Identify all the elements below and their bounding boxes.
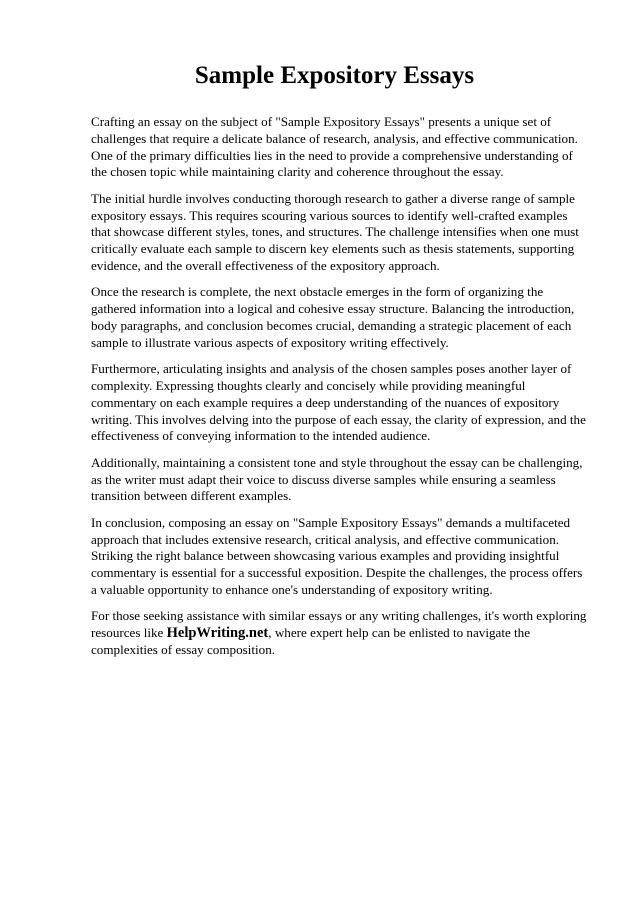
paragraph-3: Once the research is complete, the next obstacle emerges in the form of organizing the gathered information into a logical and cohesive essay structure. Balancing the introduction, body paragraphs, and conclusion becomes crucial, demanding a strategic placement of each sample to illustrate various aspects of expository writing effectively. (91, 284, 575, 350)
paragraph-1: Crafting an essay on the subject of "Sample Expository Essays" presents a unique set of challenges that require a delicate balance of research, analysis, and effective communication. One of the primary difficulties lies in the need to provide a comprehensive understanding of the chosen topic while maintaining clarity and coherence throughout the essay. (91, 114, 578, 180)
paragraph-7-tail-text: , where expert help can be enlisted to navigate the complexities of essay composition. (91, 625, 531, 657)
paragraph-6: In conclusion, composing an essay on "Sample Expository Essays" demands a multifaceted approach that includes extensive research, critical analysis, and effective communication. Striking the right balance between showcasing various examples and providing insightful commentary is essential for a successful exposition. Despite the challenges, the process offers a valuable opportunity to enhance one's understanding of expository writing. (91, 514, 583, 597)
paragraph-5: Additionally, maintaining a consistent tone and style throughout the essay can be challenging, as the writer must adapt their voice to discuss diverse samples while ensuring a seamless transition between different examples. (91, 454, 583, 504)
paragraph-2: The initial hurdle involves conducting thorough research to gather a diverse range of sample expository essays. This requires scouring various sources to identify well-crafted examples that showcase different styles, tones, and structures. The challenge intensifies when one must critically evaluate each sample to discern key elements such as thesis statements, supporting evidence, and the overall effectiveness of the expository approach. (91, 190, 579, 273)
paragraph-7 (91, 608, 590, 658)
helpwriting-link[interactable]: HelpWriting.net (166, 625, 269, 642)
paragraph-4: Furthermore, articulating insights and analysis of the chosen samples poses another layer of complexity. Expressing thoughts clearly and concisely while providing meaningful commentary on each example requires a deep understanding of the nuances of expository writing. This involves delving into the purpose of each essay, the clarity of expression, and the effectiveness of conveying information to the intended audience. (91, 361, 586, 444)
paragraph-7-lead-text: For those seeking assistance with similar essays or any writing challenges, it's worth exploring resources like (91, 608, 587, 641)
page-title: Sample Expository Essays (194, 62, 475, 89)
